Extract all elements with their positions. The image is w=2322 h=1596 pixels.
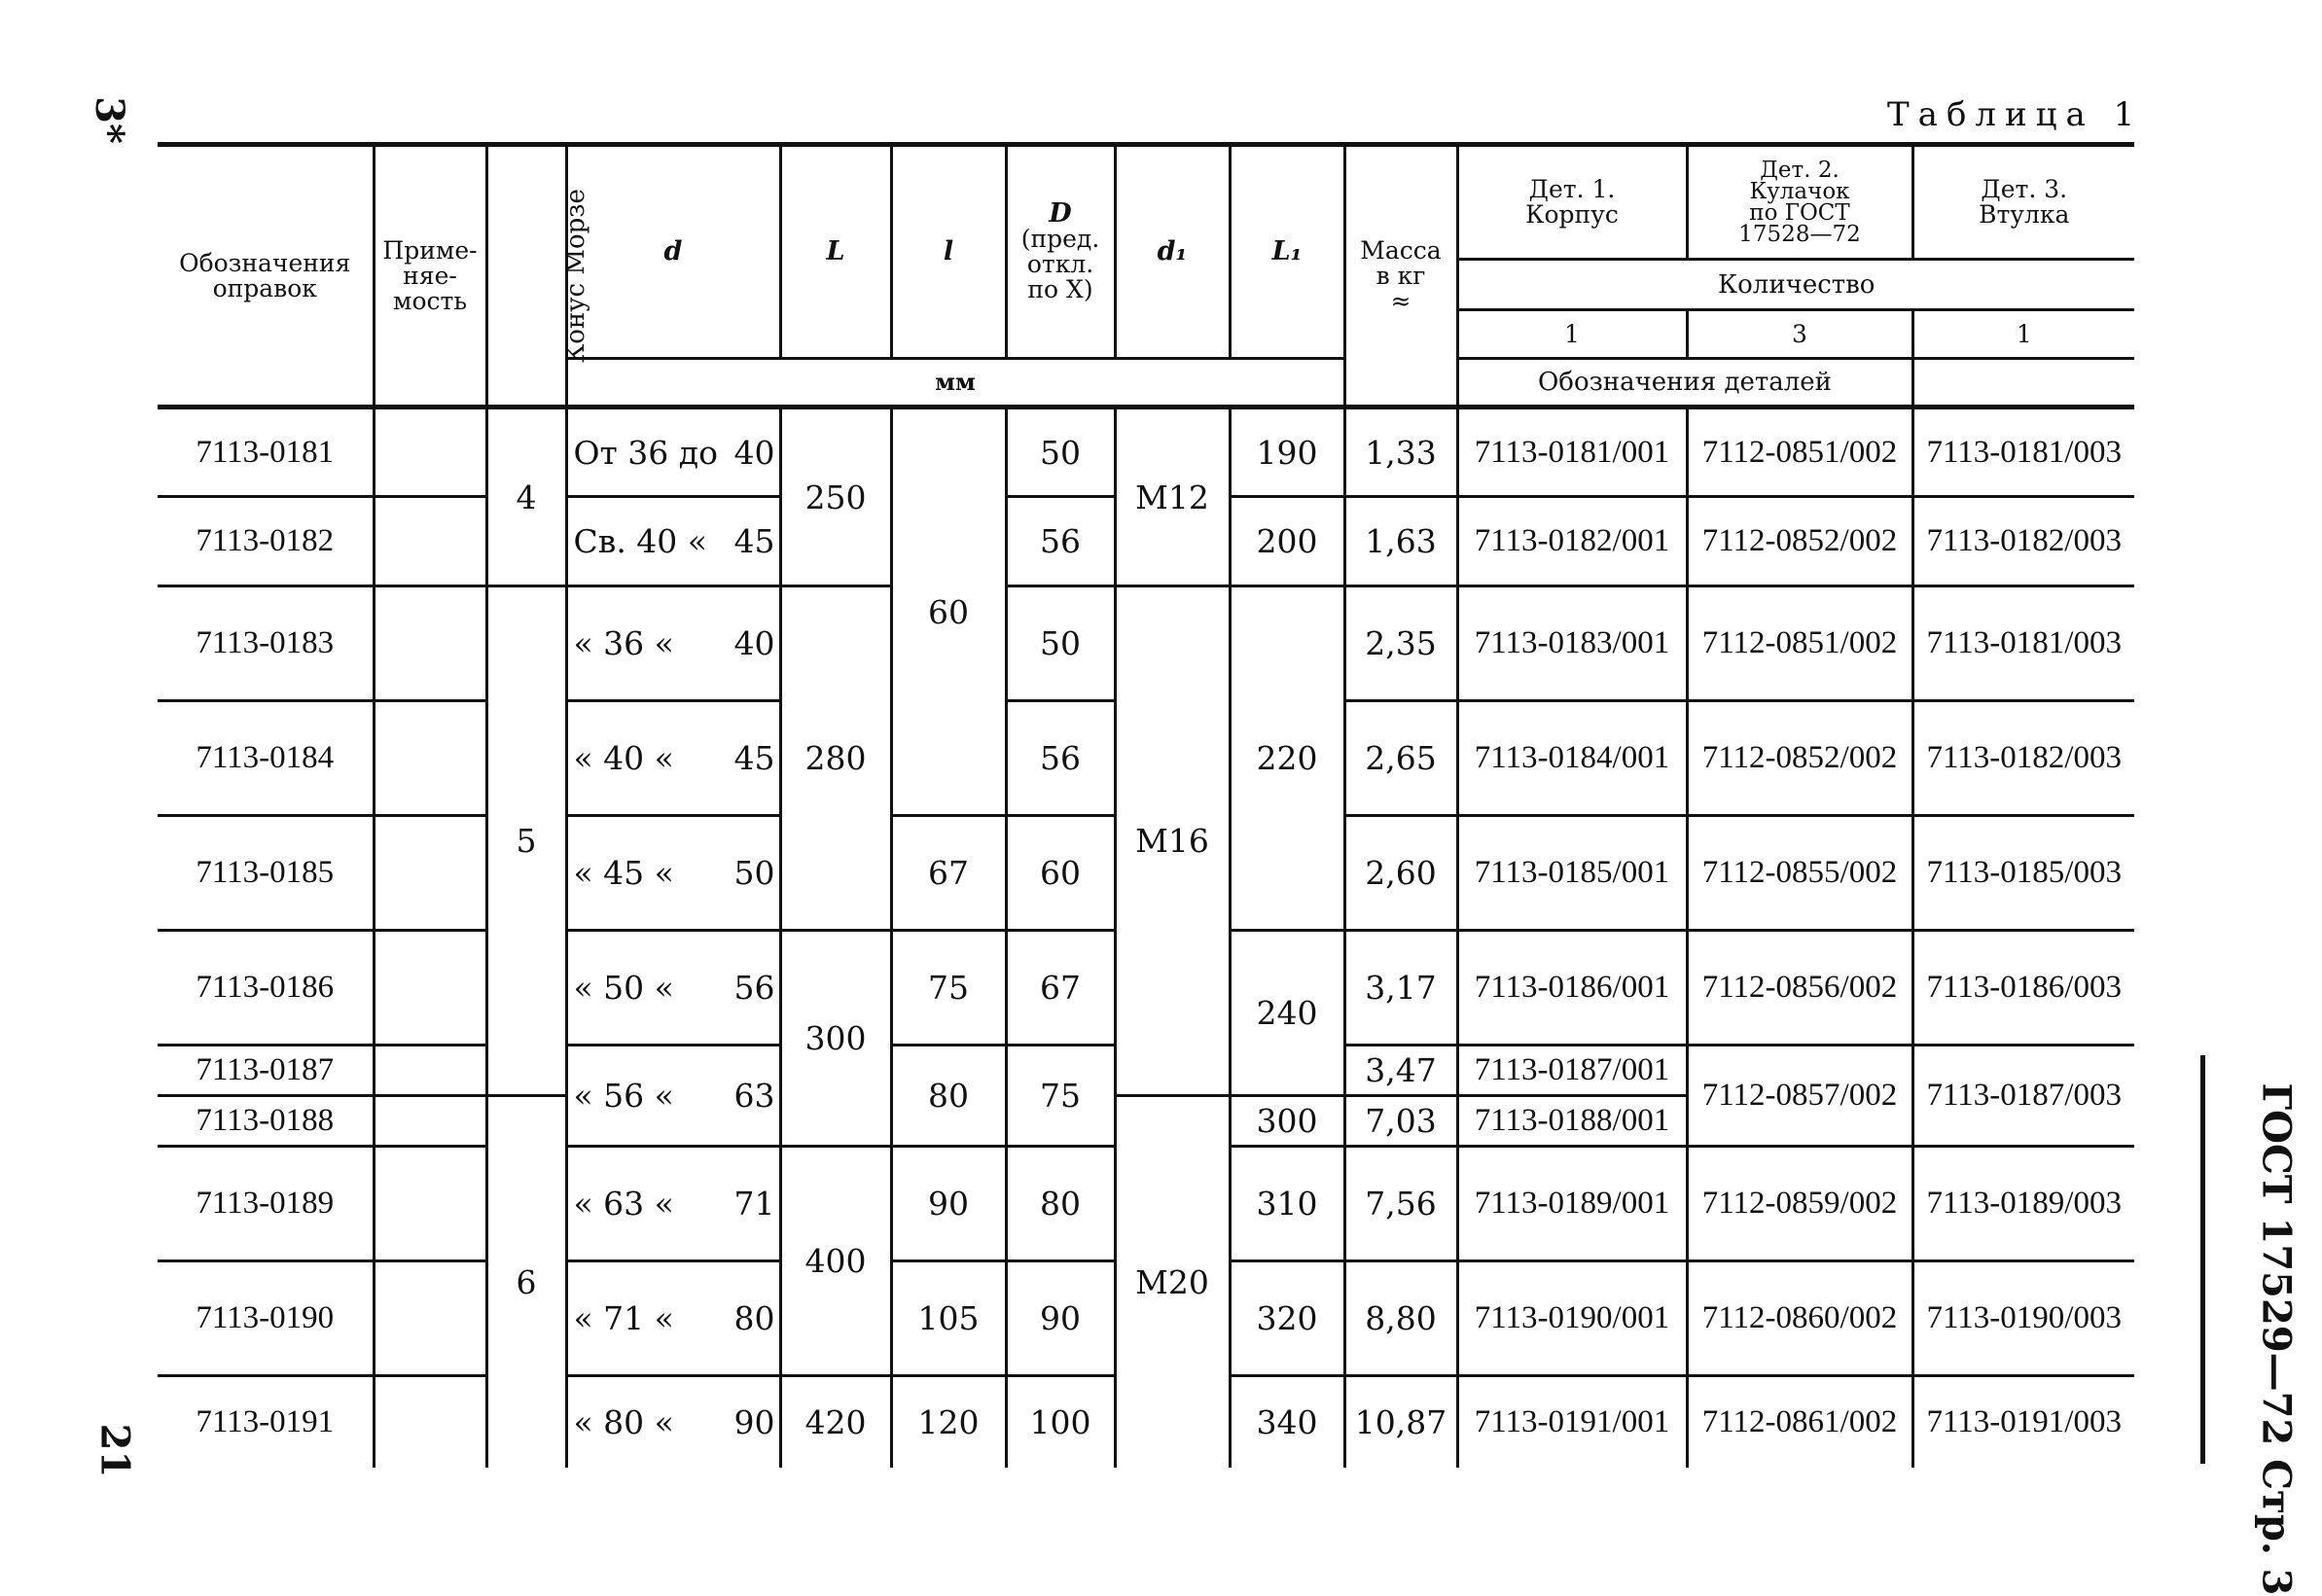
d-range: « 63 « 71 [566,1147,780,1261]
mass-value: 2,35 [1344,586,1457,701]
table-row [158,408,2134,497]
header-quantity: Количество [1457,260,2134,310]
mass-value: 7,03 [1344,1096,1457,1147]
D-value: 60 [1006,816,1115,931]
applicability-cell [374,931,486,1046]
D-value: 50 [1006,586,1115,701]
part1-code: 7113-0185/001 [1457,816,1687,931]
L-value: 250 [780,408,891,586]
mass-value: 10,87 [1344,1376,1457,1468]
part2-code: 7112-0857/002 [1687,1046,1912,1147]
header-D: D (пред. откл. по X) [1006,145,1115,359]
applicability-cell [374,408,486,497]
part1-code: 7113-0183/001 [1457,586,1687,701]
mandrel-code: 7113-0182 [158,497,374,586]
part3-code: 7113-0186/003 [1912,931,2134,1046]
mandrel-code: 7113-0186 [158,931,374,1046]
part2-code: 7112-0860/002 [1687,1261,1912,1376]
D-value: 56 [1006,701,1115,816]
mandrel-code: 7113-0181 [158,408,374,497]
header-d1: d₁ [1115,145,1230,359]
part2-code: 7112-0852/002 [1687,497,1912,586]
part2-code: 7112-0856/002 [1687,931,1912,1046]
mass-value: 1,33 [1344,408,1457,497]
side-rule [2200,1055,2205,1464]
morse-cell: 6 [486,1096,566,1468]
d1-value: M12 [1115,408,1230,586]
header-mass: Масса в кг ≈ [1344,145,1457,408]
D-value: 50 [1006,408,1115,497]
header-det2: Дет. 2. Кулачок по ГОСТ 17528—72 [1687,145,1912,260]
mandrel-code: 7113-0188 [158,1096,374,1147]
part3-code: 7113-0181/003 [1912,586,2134,701]
header-l: l [891,145,1006,359]
part3-code: 7113-0189/003 [1912,1147,2134,1261]
part2-code: 7112-0851/002 [1687,408,1912,497]
d-range: « 56 « 63 [566,1046,780,1147]
part3-code: 7113-0182/003 [1912,701,2134,816]
header-q1: 1 [1457,310,1687,359]
d-range: « 40 « 45 [566,701,780,816]
d-range: Св. 40 « 45 [566,497,780,586]
mass-value: 2,60 [1344,816,1457,931]
d-range: « 45 « 50 [566,816,780,931]
d1-value: M16 [1115,586,1230,1096]
l-value: 120 [891,1376,1006,1468]
D-value: 75 [1006,1046,1115,1147]
part1-code: 7113-0190/001 [1457,1261,1687,1376]
d-range: « 50 « 56 [566,931,780,1046]
D-value: 100 [1006,1376,1115,1468]
header-det3: Дет. 3. Втулка [1912,145,2134,260]
l-value: 90 [891,1147,1006,1261]
L1-value: 240 [1230,931,1344,1096]
d-range: « 36 « 40 [566,586,780,701]
page-corner-bottom: 21 [91,1423,138,1478]
D-value: 56 [1006,497,1115,586]
mass-value: 7,56 [1344,1147,1457,1261]
part3-code: 7113-0190/003 [1912,1261,2134,1376]
part3-code: 7113-0181/003 [1912,408,2134,497]
d-range: От 36 до 40 [566,408,780,497]
header-L1: L₁ [1230,145,1344,359]
mass-value: 2,65 [1344,701,1457,816]
L1-value: 190 [1230,408,1344,497]
D-value: 90 [1006,1261,1115,1376]
header-q3: 1 [1912,310,2134,359]
L1-value: 220 [1230,586,1344,931]
d-range: « 80 « 90 [566,1376,780,1468]
mandrel-table [158,142,2134,1468]
part1-code: 7113-0186/001 [1457,931,1687,1046]
applicability-cell [374,701,486,816]
mandrel-code: 7113-0191 [158,1376,374,1468]
gost-side-label: ГОСТ 17529—72 Стр. 3 [2253,1082,2300,1596]
part1-code: 7113-0187/001 [1457,1046,1687,1096]
morse-cell: 4 [486,408,566,586]
part3-code: 7113-0182/003 [1912,497,2134,586]
header-det1: Дет. 1. Корпус [1457,145,1687,260]
D-value: 80 [1006,1147,1115,1261]
L-value: 420 [780,1376,891,1468]
mandrel-code: 7113-0184 [158,701,374,816]
mandrel-code: 7113-0189 [158,1147,374,1261]
applicability-cell [374,497,486,586]
applicability-cell [374,1046,486,1096]
morse-cell: 5 [486,586,566,1096]
L1-value: 320 [1230,1261,1344,1376]
l-value: 67 [891,816,1006,931]
part1-code: 7113-0182/001 [1457,497,1687,586]
header-morse-cone: Конус Морзе [486,145,566,408]
part1-code: 7113-0191/001 [1457,1376,1687,1468]
L-value: 280 [780,586,891,931]
header-blank [1912,359,2134,408]
L1-value: 310 [1230,1147,1344,1261]
D-value: 67 [1006,931,1115,1046]
applicability-cell [374,1096,486,1147]
part2-code: 7112-0859/002 [1687,1147,1912,1261]
mandrel-code: 7113-0183 [158,586,374,701]
part2-code: 7112-0855/002 [1687,816,1912,931]
table-caption: Таблица 1 [1887,95,2144,134]
mandrel-code: 7113-0187 [158,1046,374,1096]
l-value: 60 [891,408,1006,816]
L1-value: 340 [1230,1376,1344,1468]
L1-value: 200 [1230,497,1344,586]
header-part-designations: Обозначения деталей [1457,359,1912,408]
applicability-cell [374,1147,486,1261]
header-applicability: Приме- няе- мость [374,145,486,408]
header-designation: Обозначения оправок [158,145,374,408]
L1-value: 300 [1230,1096,1344,1147]
d1-value: M20 [1115,1096,1230,1468]
mass-value: 8,80 [1344,1261,1457,1376]
part3-code: 7113-0185/003 [1912,816,2134,931]
part1-code: 7113-0181/001 [1457,408,1687,497]
part1-code: 7113-0184/001 [1457,701,1687,816]
L-value: 300 [780,931,891,1147]
header-q2: 3 [1687,310,1912,359]
mandrel-code: 7113-0190 [158,1261,374,1376]
part3-code: 7113-0191/003 [1912,1376,2134,1468]
part1-code: 7113-0189/001 [1457,1147,1687,1261]
l-value: 80 [891,1046,1006,1147]
page-corner-top: 3* [86,96,132,144]
applicability-cell [374,816,486,931]
part3-code: 7113-0187/003 [1912,1046,2134,1147]
part1-code: 7113-0188/001 [1457,1096,1687,1147]
part2-code: 7112-0861/002 [1687,1376,1912,1468]
part2-code: 7112-0851/002 [1687,586,1912,701]
mandrel-code: 7113-0185 [158,816,374,931]
table-row [158,586,2134,701]
l-value: 105 [891,1261,1006,1376]
applicability-cell [374,1261,486,1376]
applicability-cell [374,586,486,701]
header-mm: мм [566,359,1344,408]
mass-value: 3,47 [1344,1046,1457,1096]
d-range: « 71 « 80 [566,1261,780,1376]
header-d: d [566,145,780,359]
applicability-cell [374,1376,486,1468]
l-value: 75 [891,931,1006,1046]
mass-value: 3,17 [1344,931,1457,1046]
header-L: L [780,145,891,359]
L-value: 400 [780,1147,891,1376]
part2-code: 7112-0852/002 [1687,701,1912,816]
mass-value: 1,63 [1344,497,1457,586]
